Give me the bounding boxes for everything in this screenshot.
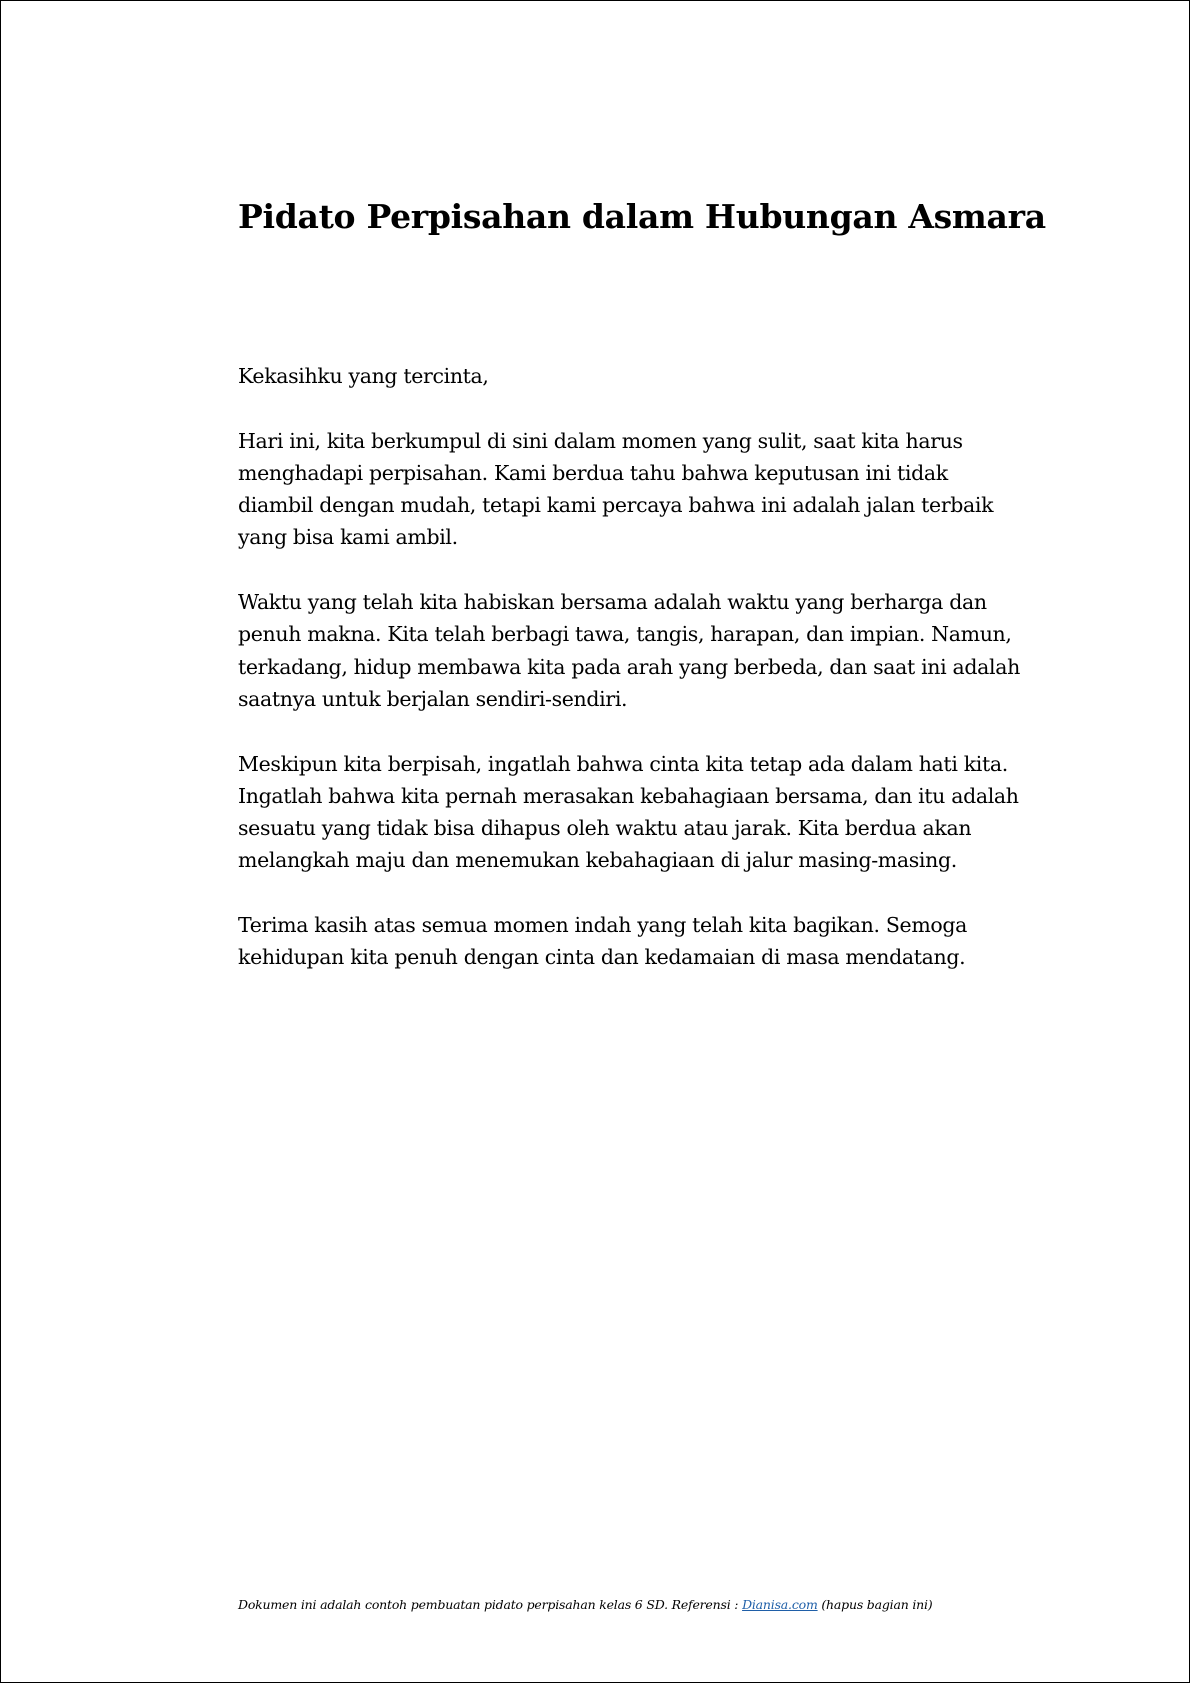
body-paragraph: Terima kasih atas semua momen indah yang telah kita bagikan. Semoga kehidupan kita penuh dengan cinta dan kedamaian di masa mendatang. (238, 913, 968, 970)
footer-note (238, 1595, 1138, 1615)
body-paragraph: Meskipun kita berpisah, ingatlah bahwa cinta kita tetap ada dalam hati kita. Ingatlah bahwa kita pernah merasakan kebahagiaan bersama, dan itu adalah sesuatu yang tidak bisa dihapus oleh waktu atau jarak. Kita berdua akan melangkah maju dan menemukan kebahagiaan di jalur masing-masing. (238, 751, 1019, 873)
salutation-paragraph: Kekasihku yang tercinta, (238, 364, 489, 388)
footer-suffix: (hapus bagian ini) (817, 1597, 933, 1612)
footer-reference-link[interactable]: Dianisa.com (742, 1597, 818, 1612)
document-body (238, 360, 1028, 1006)
title-block (238, 191, 1046, 243)
footer-prefix: Dokumen ini adalah contoh pembuatan pidato perpisahan kelas 6 SD. Referensi : (238, 1597, 743, 1612)
body-paragraph: Hari ini, kita berkumpul di sini dalam momen yang sulit, saat kita harus menghadapi perpisahan. Kami berdua tahu bahwa keputusan ini tidak diambil dengan mudah, tetapi kami percaya bahwa ini adalah jalan terbaik yang bisa kami ambil. (238, 428, 994, 550)
body-paragraph: Waktu yang telah kita habiskan bersama adalah waktu yang berharga dan penuh makna. Kita telah berbagi tawa, tangis, harapan, dan impian. Namun, terkadang, hidup membawa kita pada arah yang berbeda, dan saat ini adalah saatnya untuk berjalan sendiri-sendiri. (238, 590, 1020, 711)
document-title: Pidato Perpisahan dalam Hubungan Asmara (238, 197, 1046, 236)
